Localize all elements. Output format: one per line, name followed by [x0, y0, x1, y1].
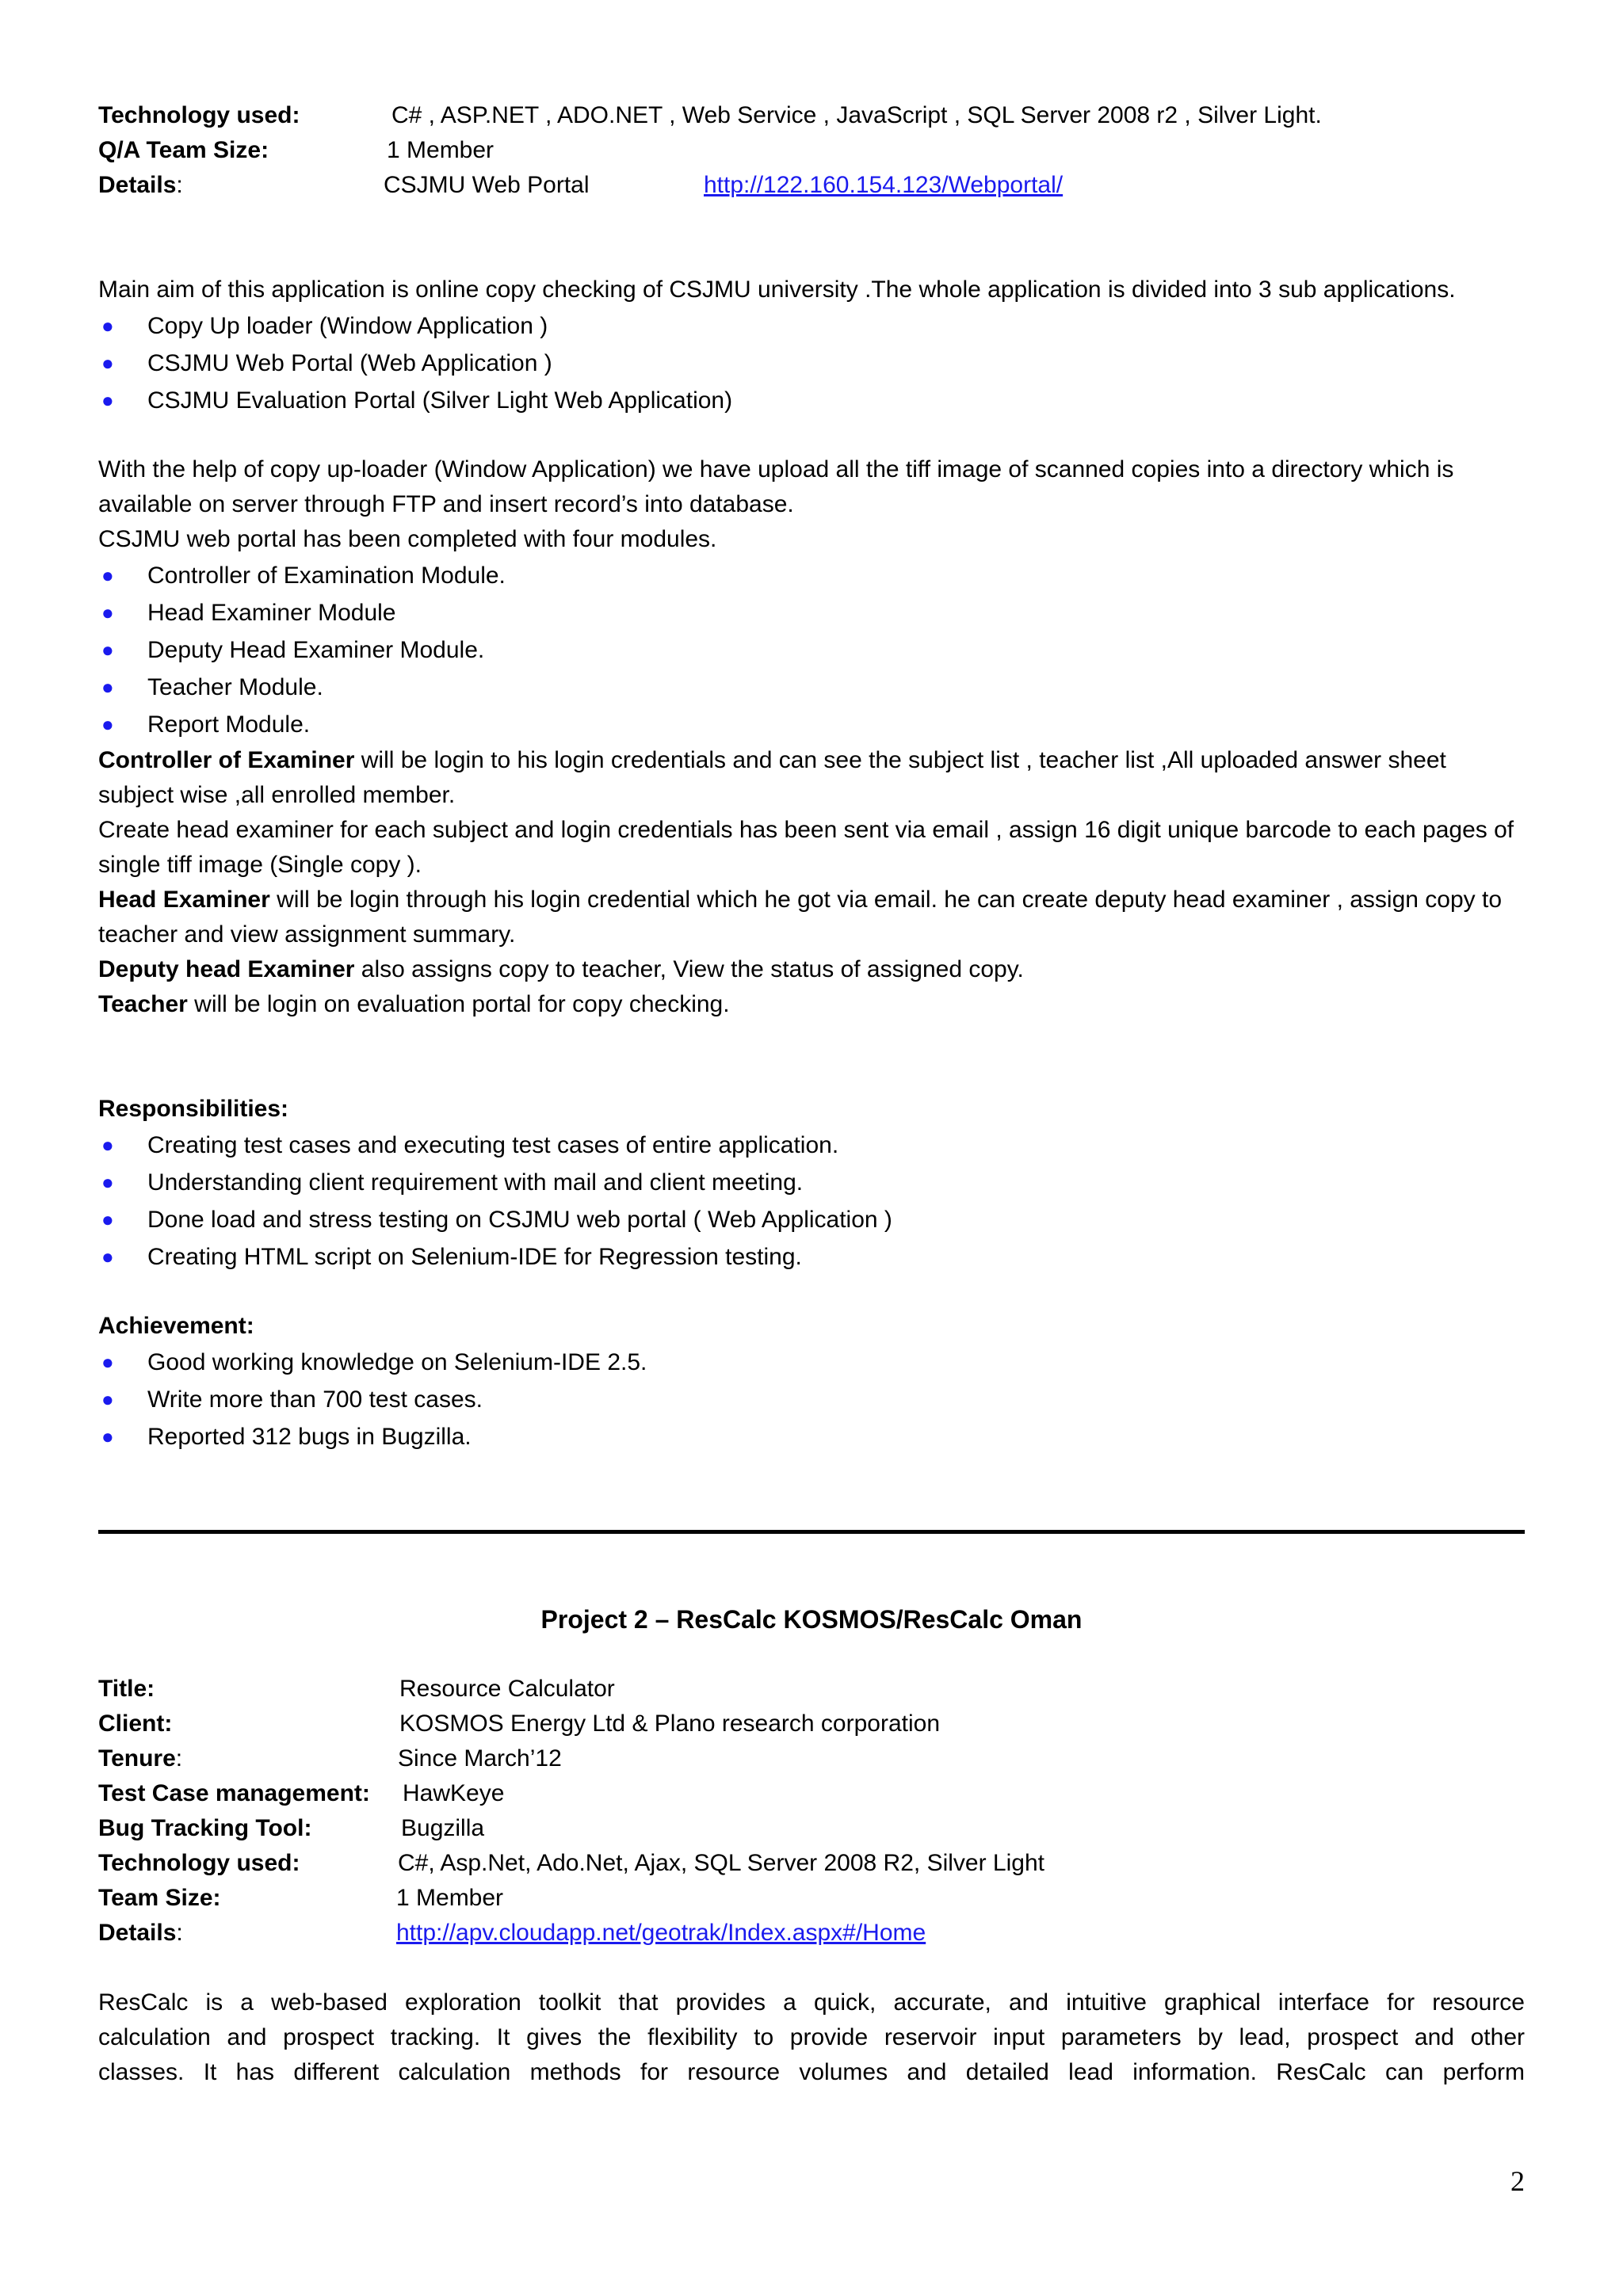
bullet-icon: ●: [101, 1133, 114, 1157]
list-item: ● Good working knowledge on Selenium-IDE 2.5.: [98, 1344, 1525, 1381]
list-item: ● Report Module.: [98, 706, 1525, 743]
list-item: ● CSJMU Evaluation Portal (Silver Light Web Application): [98, 382, 1525, 419]
bullet-icon: ●: [101, 563, 114, 587]
p2-tech-row: [98, 1846, 1525, 1881]
bullet-icon: ●: [101, 1207, 114, 1231]
bullet-icon: ●: [101, 1170, 114, 1194]
list-item: ● Done load and stress testing on CSJMU web portal ( Web Application ): [98, 1201, 1525, 1238]
list-item: ● Write more than 700 test cases.: [98, 1381, 1525, 1418]
p2-title-value: Resource Calculator: [399, 1676, 615, 1702]
details-label-text: Details: [98, 172, 177, 198]
bullet-icon: ●: [101, 1350, 114, 1374]
bullet-icon: ●: [101, 675, 114, 699]
list-item: ● CSJMU Web Portal (Web Application ): [98, 345, 1525, 382]
details-label: Details:: [98, 172, 183, 198]
p2-bug-value: Bugzilla: [401, 1815, 485, 1841]
bullet-icon: ●: [101, 1387, 114, 1411]
p2-tcm-value: HawKeye: [403, 1780, 505, 1806]
deputy-paragraph: Deputy head Examiner also assigns copy to teacher, View the status of assigned copy.: [98, 956, 1024, 982]
intro-paragraph: Main aim of this application is online copy checking of CSJMU university .The whole application is divided into 3 sub applications.: [98, 277, 1456, 303]
responsibilities-list: [98, 1127, 1525, 1276]
sub-apps-list: [98, 307, 1525, 419]
list-item: ● Deputy Head Examiner Module.: [98, 631, 1525, 669]
p2-tenure-label: Tenure:: [98, 1745, 183, 1772]
p2-tcm-label: Test Case management:: [98, 1780, 370, 1806]
list-item: ● Reported 312 bugs in Bugzilla.: [98, 1418, 1525, 1455]
bullet-icon: ●: [101, 388, 114, 412]
p2-tenure-value: Since March’12: [398, 1745, 562, 1772]
project2-heading: Project 2 – ResCalc KOSMOS/ResCalc Oman: [540, 1605, 1083, 1634]
uploader-paragraph: With the help of copy up-loader (Window Application) we have upload all the tiff image of scanned copies into a directory which is available on server through FTP and insert record’s into database.: [98, 456, 1454, 517]
bullet-icon: ●: [101, 712, 114, 736]
p2-tech-label: Technology used:: [98, 1850, 300, 1876]
qa-value: 1 Member: [387, 137, 495, 163]
list-item: ● Controller of Examination Module.: [98, 557, 1525, 594]
list-item: ● Creating test cases and executing test cases of entire application.: [98, 1127, 1525, 1164]
bullet-icon: ●: [101, 1245, 114, 1268]
p2-tech-value: C#, Asp.Net, Ado.Net, Ajax, SQL Server 2008 R2, Silver Light: [398, 1850, 1044, 1876]
p2-tcm-row: [98, 1776, 1525, 1811]
p2-team-row: [98, 1881, 1525, 1916]
achievement-heading: Achievement:: [98, 1313, 254, 1339]
p2-bug-label: Bug Tracking Tool:: [98, 1815, 312, 1841]
tech-row: [98, 98, 1525, 133]
bullet-icon: ●: [101, 351, 114, 375]
create-paragraph: Create head examiner for each subject and login credentials has been sent via email , assign 16 digit unique barcode to each pages of single tiff image (Single copy ).: [98, 817, 1514, 878]
p2-desc-line: ResCalc is a web-based exploration toolkit that provides a quick, accurate, and intuitive graphical interface for resource: [98, 1989, 1525, 2016]
p2-team-value: 1 Member: [396, 1885, 504, 1911]
head-paragraph: Head Examiner will be login through his login credential which he got via email. he can create deputy head examiner , assign copy to teacher and view assignment summary.: [98, 887, 1503, 948]
p2-title-row: [98, 1672, 1525, 1707]
controller-paragraph: Controller of Examiner will be login to his login credentials and can see the subject list , teacher list ,All uploaded answer sheet subject wise ,all enrolled member.: [98, 747, 1446, 808]
p2-title-label: Title:: [98, 1676, 155, 1702]
p2-client-value: KOSMOS Energy Ltd & Plano research corporation: [399, 1711, 941, 1737]
list-item: ● Creating HTML script on Selenium-IDE for Regression testing.: [98, 1238, 1525, 1276]
tech-label: Technology used:: [98, 102, 300, 128]
list-item: ● Understanding client requirement with mail and client meeting.: [98, 1164, 1525, 1201]
geotrak-link[interactable]: http://apv.cloudapp.net/geotrak/Index.aspx#/Home: [396, 1920, 926, 1946]
list-item: ● Head Examiner Module: [98, 594, 1525, 631]
bullet-icon: ●: [101, 314, 114, 338]
p2-bug-row: [98, 1811, 1525, 1846]
p2-desc-line: calculation and prospect tracking. It gives the flexibility to provide reservoir input parameters by lead, prospect and other: [98, 2024, 1525, 2050]
p2-client-label: Client:: [98, 1711, 173, 1737]
bullet-icon: ●: [101, 638, 114, 662]
bullet-icon: ●: [101, 1425, 114, 1448]
p2-details-row: [98, 1916, 1525, 1951]
modules-list: [98, 557, 1525, 743]
details-row: [98, 168, 1525, 203]
p2-client-row: [98, 1707, 1525, 1741]
teacher-paragraph: Teacher will be login on evaluation portal for copy checking.: [98, 991, 730, 1017]
p2-details-label: Details:: [98, 1920, 183, 1946]
responsibilities-heading: Responsibilities:: [98, 1096, 289, 1122]
webportal-link[interactable]: http://122.160.154.123/Webportal/: [704, 172, 1064, 198]
details-value: CSJMU Web Portal: [384, 172, 590, 198]
p2-desc-line: classes. It has different calculation methods for resource volumes and detailed lead information. ResCalc can perform: [98, 2059, 1525, 2085]
list-item: ● Copy Up loader (Window Application ): [98, 307, 1525, 345]
qa-label: Q/A Team Size:: [98, 137, 269, 163]
document-page: [98, 98, 1525, 2090]
tech-value: C# , ASP.NET , ADO.NET , Web Service , JavaScript , SQL Server 2008 r2 , Silver Light.: [391, 102, 1322, 128]
page-number: 2: [1510, 2165, 1525, 2197]
p2-tenure-row: [98, 1741, 1525, 1776]
bullet-icon: ●: [101, 601, 114, 624]
p2-team-label: Team Size:: [98, 1885, 221, 1911]
list-item: ● Teacher Module.: [98, 669, 1525, 706]
qa-row: [98, 133, 1525, 168]
achievements-list: [98, 1344, 1525, 1455]
portal-paragraph: CSJMU web portal has been completed with four modules.: [98, 526, 717, 552]
